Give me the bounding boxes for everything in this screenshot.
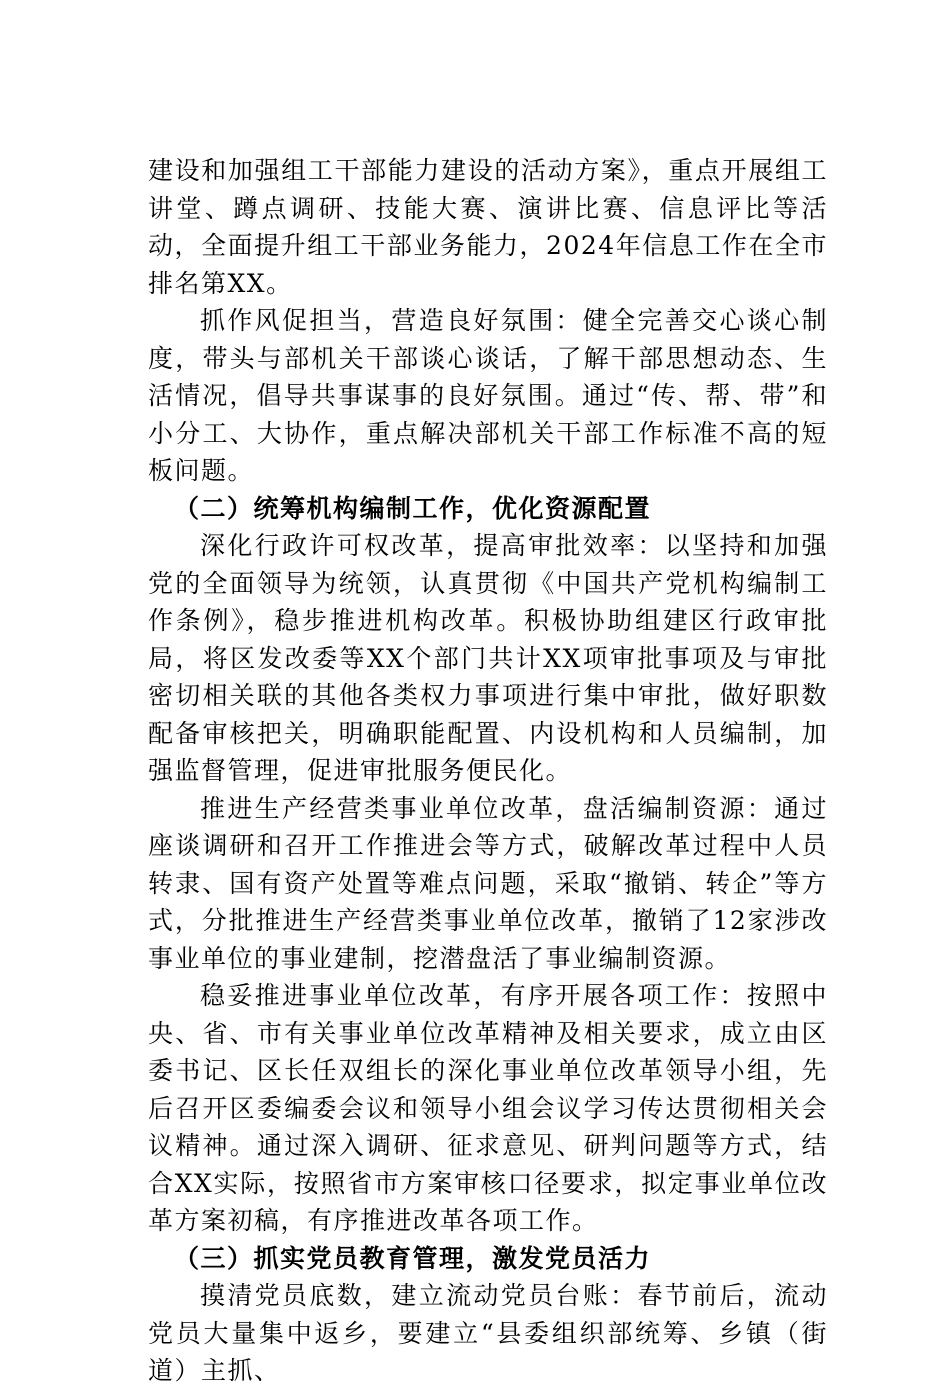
paragraph-1: 建设和加强组工干部能力建设的活动方案》，重点开展组工讲堂、蹲点调研、技能大赛、演讲比赛、信息评比等活动，全面提升组工干部业务能力，2024年信息工作在全市排名第XX。 bbox=[148, 156, 828, 298]
paragraph-5: 稳妥推进事业单位改革，有序开展各项工作：按照中央、省、市有关事业单位改革精神及相关要求，成立由区委书记、区长任双组长的深化事业单位改革领导小组，先后召开区委编委会议和领导小组会议学习传达贯彻相关会议精神。通过深入调研、征求意见、研判问题等方式，结合XX实际，按照省市方案审核口径要求，拟定事业单位改革方案初稿，有序推进改革各项工作。 bbox=[148, 981, 828, 1235]
section-heading-3: （三）抓实党员教育管理，激发党员活力 bbox=[174, 1243, 652, 1273]
paragraph-4: 推进生产经营类事业单位改革，盘活编制资源：通过座谈调研和召开工作推进会等方式，破解改革过程中人员转隶、国有资产处置等难点问题，采取“撤销、转企”等方式，分批推进生产经营类事业单位改革，撤销了12家涉改事业单位的事业建制，挖潜盘活了事业编制资源。 bbox=[148, 793, 828, 973]
paragraph-3: 深化行政许可权改革，提高审批效率：以坚持和加强党的全面领导为统领，认真贯彻《中国共产党机构编制工作条例》，稳步推进机构改革。积极协助组建区行政审批局，将区发改委等XX个部门共计XX项审批事项及与审批密切相关联的其他各类权力事项进行集中审批，做好职数配备审核把关，明确职能配置、内设机构和人员编制，加强监督管理，促进审批服务便民化。 bbox=[148, 531, 828, 785]
section-heading-2: （二）统筹机构编制工作，优化资源配置 bbox=[174, 493, 652, 523]
paragraph-2: 抓作风促担当，营造良好氛围：健全完善交心谈心制度，带头与部机关干部谈心谈话，了解干部思想动态、生活情况，倡导共事谋事的良好氛围。通过“传、帮、带”和小分工、大协作，重点解决部机关干部工作标准不高的短板问题。 bbox=[148, 306, 828, 485]
document-body bbox=[148, 152, 828, 1390]
paragraph-6: 摸清党员底数，建立流动党员台账：春节前后，流动党员大量集中返乡，要建立“县委组织部统筹、乡镇（街道）主抓、 bbox=[148, 1281, 828, 1385]
